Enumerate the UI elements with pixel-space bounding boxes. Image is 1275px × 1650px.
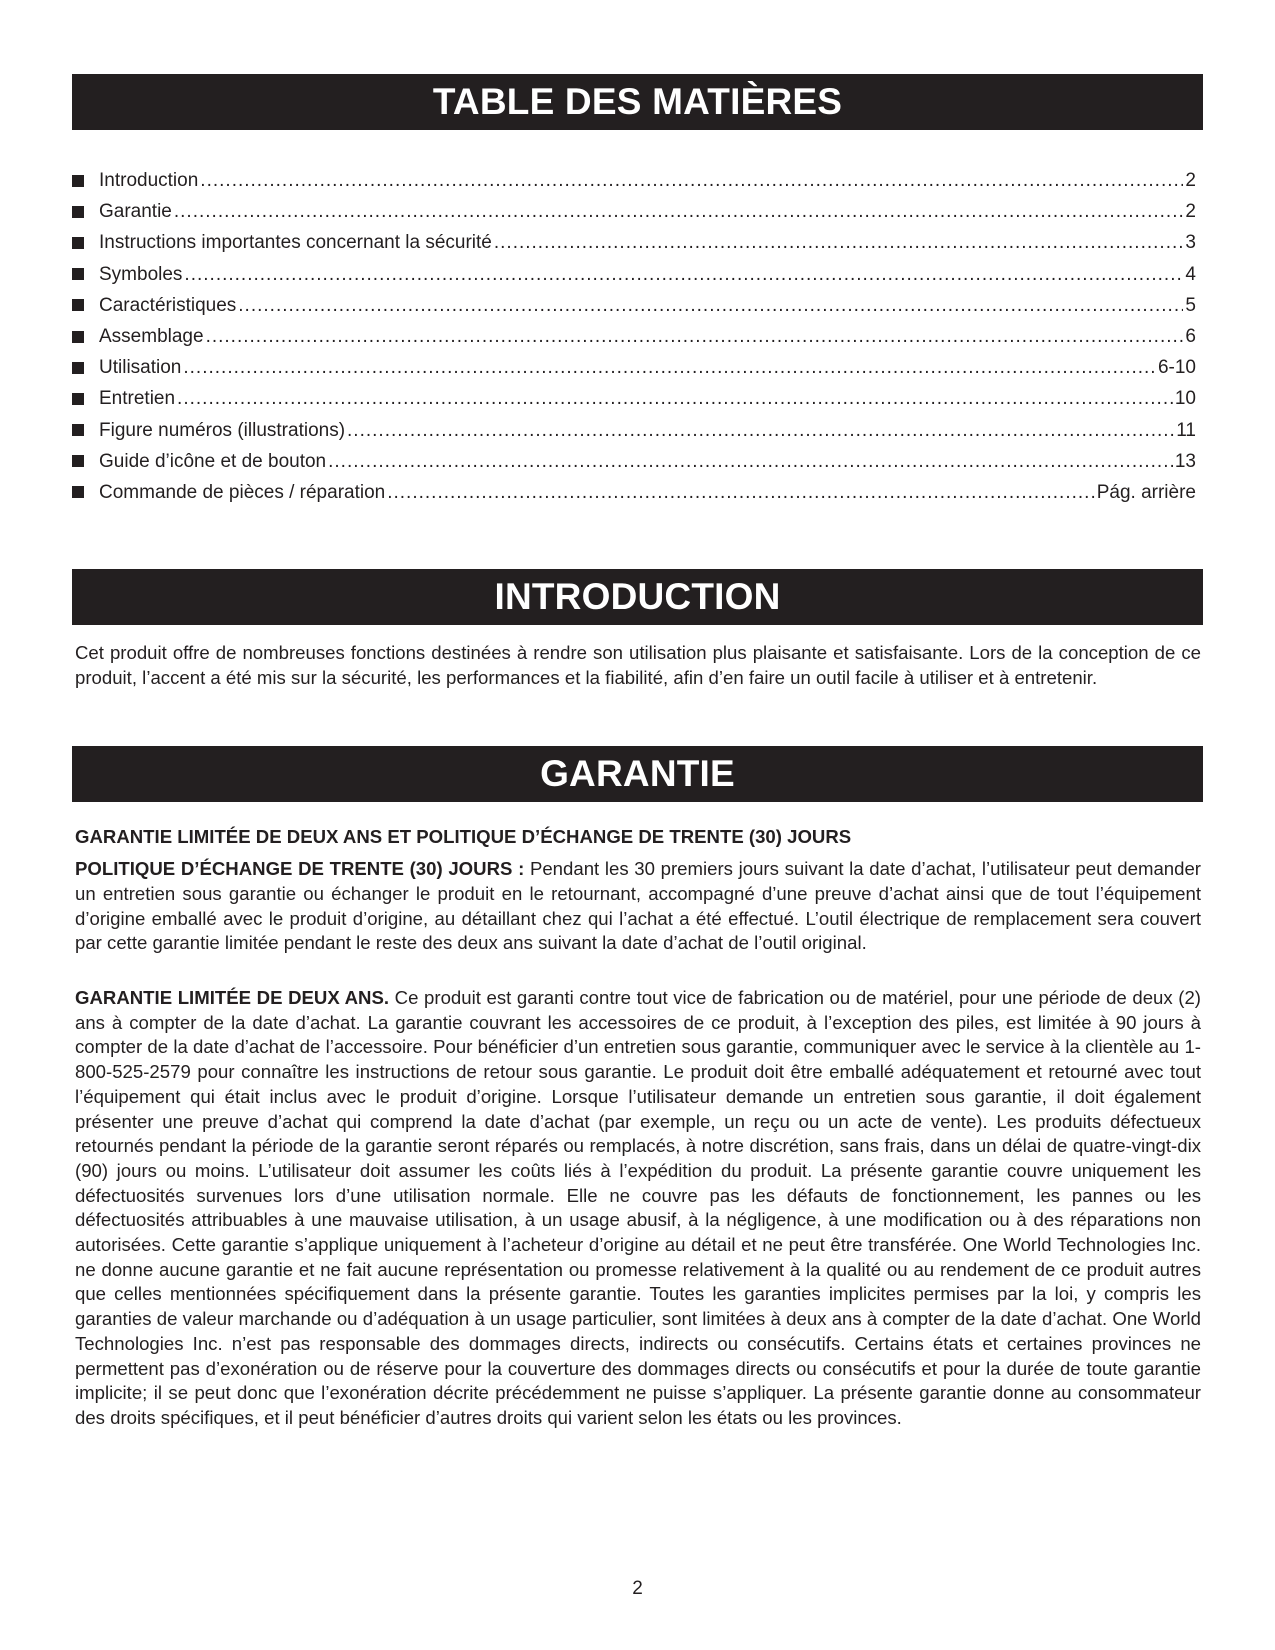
toc-item-entretien: [72, 383, 1196, 414]
dot-leader: [328, 446, 1173, 477]
toc-item-page: 5: [1185, 294, 1196, 316]
toc-item-label: Symboles: [99, 263, 183, 285]
toc-item-commande-pieces: [72, 477, 1196, 508]
warranty-heading: GARANTIE LIMITÉE DE DEUX ANS ET POLITIQUE D’ÉCHANGE DE TRENTE (30) JOURS: [75, 826, 852, 847]
dot-leader: [177, 383, 1173, 414]
dot-leader: [387, 477, 1095, 508]
toc-item-label: Figure numéros (illustrations): [99, 419, 346, 441]
limited-warranty-text: Ce produit est garanti contre tout vice de fabrication ou de matériel, pour une période de deux (2) ans à compter de la date d’achat. La garantie couvrant les accessoires de ce produit, à l’exception des piles, est limitée à 90 jours à compter de la date d’achat de l’accessoire. Pour bénéficier d’un entretien sous garantie, communiquer avec le service à la clientèle au 1-800-525-2579 pour connaître les instructions de retour sous garantie. Le produit doit être emballé adéquatement et retourné avec tout l’équipement qui était inclus avec le produit d’origine. Lorsque l’utilisateur demande un entretien sous garantie, il doit également présenter une preuve d’achat qui comprend la date d’achat (par exemple, un reçu ou un acte de vente). Les produits défectueux retournés pendant la période de la garantie seront réparés ou remplacés, à notre discrétion, sans frais, dans un délai de quatre-vingt-dix (90) jours ou moins. L’utilisateur doit assumer les coûts liés à l’expédition du produit. La présente garantie couvre uniquement les défectuosités survenues lors d’une utilisation normale. Elle ne couvre pas les défauts de fonctionnement, les pannes ou les défectuosités attribuables à une mauvaise utilisation, à un usage abusif, à la négligence, à une modification ou à des réparations non autorisées. Cette garantie s’applique uniquement à l’acheteur d’origine au détail et ne peut être transférée. One World Technologies Inc. ne donne aucune garantie et ne fait aucune représentation ou promesse relativement à la qualité ou au rendement de ce produit autres que celles mentionnées spécifiquement dans la présente garantie. Toutes les garanties implicites permises par la loi, y compris les garanties de valeur marchande ou d’adéquation à un usage particulier, sont limitées à deux ans à compter de la date d’achat. One World Technologies Inc. n’est pas responsable des dommages directs, indirects ou consécutifs. Certains états et certaines provinces ne permettent pas d’exonération ou de réserve pour la couverture des dommages directs ou consécutifs et pour la durée de toute garantie implicite; il se peut donc que l’exonération décrite précédemment ne puisse s’appliquer. La présente garantie donne au consommateur des droits spécifiques, et il peut bénéficier d’autres droits qui varient selon les états ou les provinces.: [75, 987, 1202, 1428]
toc-item-page: Pág. arrière: [1096, 481, 1196, 503]
square-bullet-icon: [72, 237, 84, 249]
exchange-policy-text: Pendant les 30 premiers jours suivant la date d’achat, l’utilisateur peut demander un entretien sous garantie ou échanger le produit en le retournant, accompagné d’une preuve d’achat ainsi que de tout l’équipement d’origine emballé avec le produit d’origine, au détaillant chez qui l’achat a été effectué. L’outil électrique de remplacement sera couvert par cette garantie limitée pendant le reste des deux ans suivant la date d’achat de l’outil original.: [75, 858, 1201, 954]
toc-item-page: 2: [1185, 170, 1196, 191]
toc-item-guide-icone: [72, 446, 1196, 477]
square-bullet-icon: [72, 424, 84, 436]
limited-warranty-lead: GARANTIE LIMITÉE DE DEUX ANS.: [75, 987, 390, 1008]
exchange-policy-paragraph: [75, 857, 1201, 956]
toc-item-page: 6: [1185, 325, 1196, 347]
dot-leader: [184, 259, 1183, 290]
introduction-title: INTRODUCTION: [72, 569, 1203, 625]
toc-item-label: Caractéristiques: [99, 294, 237, 316]
dot-leader: [347, 415, 1174, 446]
toc-item-page: 6-10: [1157, 357, 1196, 379]
dot-leader: [206, 321, 1184, 352]
dot-leader: [238, 290, 1183, 321]
square-bullet-icon: [72, 455, 84, 467]
dot-leader: [183, 352, 1156, 383]
toc-item-utilisation: [72, 352, 1196, 383]
square-bullet-icon: [72, 299, 84, 311]
toc-item-label: Introduction: [99, 170, 199, 191]
limited-warranty-paragraph: [75, 986, 1201, 1431]
introduction-paragraph: Cet produit offre de nombreuses fonctions destinées à rendre son utilisation plus plaisante et satisfaisante. Lors de la conception de ce produit, l’accent a été mis sur la sécurité, les performances et la fiabilité, afin d’en faire un outil facile à utiliser et à entretenir.: [75, 642, 1201, 688]
toc-item-label: Commande de pièces / réparation: [99, 481, 386, 503]
square-bullet-icon: [72, 268, 84, 280]
table-of-contents: [72, 165, 1196, 508]
square-bullet-icon: [72, 175, 84, 187]
toc-item-symboles: [72, 259, 1196, 290]
dot-leader: [200, 165, 1183, 196]
page-number: 2: [632, 1578, 643, 1599]
square-bullet-icon: [72, 393, 84, 405]
toc-item-label: Garantie: [99, 201, 172, 223]
toc-item-page: 3: [1185, 232, 1196, 254]
square-bullet-icon: [72, 331, 84, 343]
dot-leader: [174, 196, 1184, 227]
toc-item-securite: [72, 227, 1196, 258]
toc-item-assemblage: [72, 321, 1196, 352]
toc-item-garantie: [72, 196, 1196, 227]
exchange-policy-lead: POLITIQUE D’ÉCHANGE DE TRENTE (30) JOURS :: [75, 858, 525, 879]
square-bullet-icon: [72, 486, 84, 498]
toc-item-label: Instructions importantes concernant la sécurité: [99, 232, 492, 254]
toc-item-page: 2: [1185, 201, 1196, 223]
toc-item-label: Utilisation: [99, 357, 182, 379]
toc-title: TABLE DES MATIÈRES: [72, 74, 1203, 130]
toc-item-label: Guide d’icône et de bouton: [99, 450, 327, 472]
dot-leader: [494, 227, 1184, 258]
toc-item-page: 4: [1185, 263, 1196, 285]
toc-item-caracteristiques: [72, 290, 1196, 321]
toc-item-figures: [72, 415, 1196, 446]
square-bullet-icon: [72, 206, 84, 218]
toc-item-label: Assemblage: [99, 325, 204, 347]
toc-item-page: 11: [1176, 419, 1196, 441]
toc-item-label: Entretien: [99, 388, 176, 410]
square-bullet-icon: [72, 362, 84, 374]
toc-item-page: 10: [1174, 388, 1196, 410]
toc-item-page: 13: [1174, 450, 1196, 472]
warranty-title: GARANTIE: [72, 746, 1203, 802]
toc-item-introduction: [72, 165, 1196, 196]
